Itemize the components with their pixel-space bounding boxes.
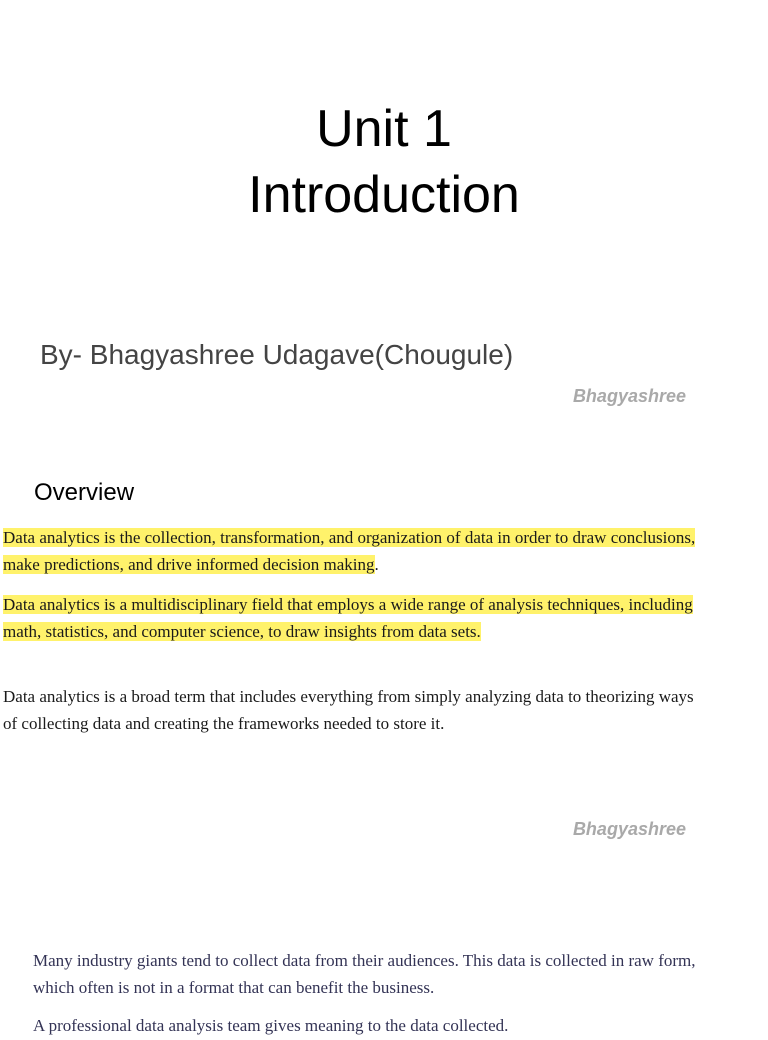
- slide-title: [0, 96, 768, 228]
- author-line: By- Bhagyashree Udagave(Chougule): [40, 339, 514, 370]
- paragraph-3: Data analytics is a broad term that includes everything from simply analyzing data to theorizing ways of collecting data and creating the frameworks needed to store it.: [3, 687, 694, 733]
- overview-heading: Overview: [34, 479, 135, 506]
- title-line-1: Unit 1: [316, 100, 452, 158]
- paragraph-1-tail: .: [374, 554, 379, 574]
- paragraph-1: [3, 525, 703, 578]
- watermark-1: Bhagyashree: [572, 386, 686, 406]
- watermark-2: Bhagyashree: [572, 819, 686, 839]
- paragraph-2: [3, 592, 703, 645]
- title-line-2: Introduction: [248, 166, 520, 224]
- highlighted-text-2: Data analytics is a multidisciplinary field that employs a wide range of analysis techniques, including math, statistics, and computer science, to draw insights from data sets.: [3, 595, 693, 641]
- paragraph-5: A professional data analysis team gives meaning to the data collected.: [33, 1016, 509, 1035]
- highlighted-text-1: Data analytics is the collection, transformation, and organization of data in order to draw conclusions, make predictions, and drive informed decision making: [3, 528, 696, 574]
- paragraph-4: Many industry giants tend to collect data from their audiences. This data is collected in raw form, which often is not in a format that can benefit the business.: [33, 951, 696, 997]
